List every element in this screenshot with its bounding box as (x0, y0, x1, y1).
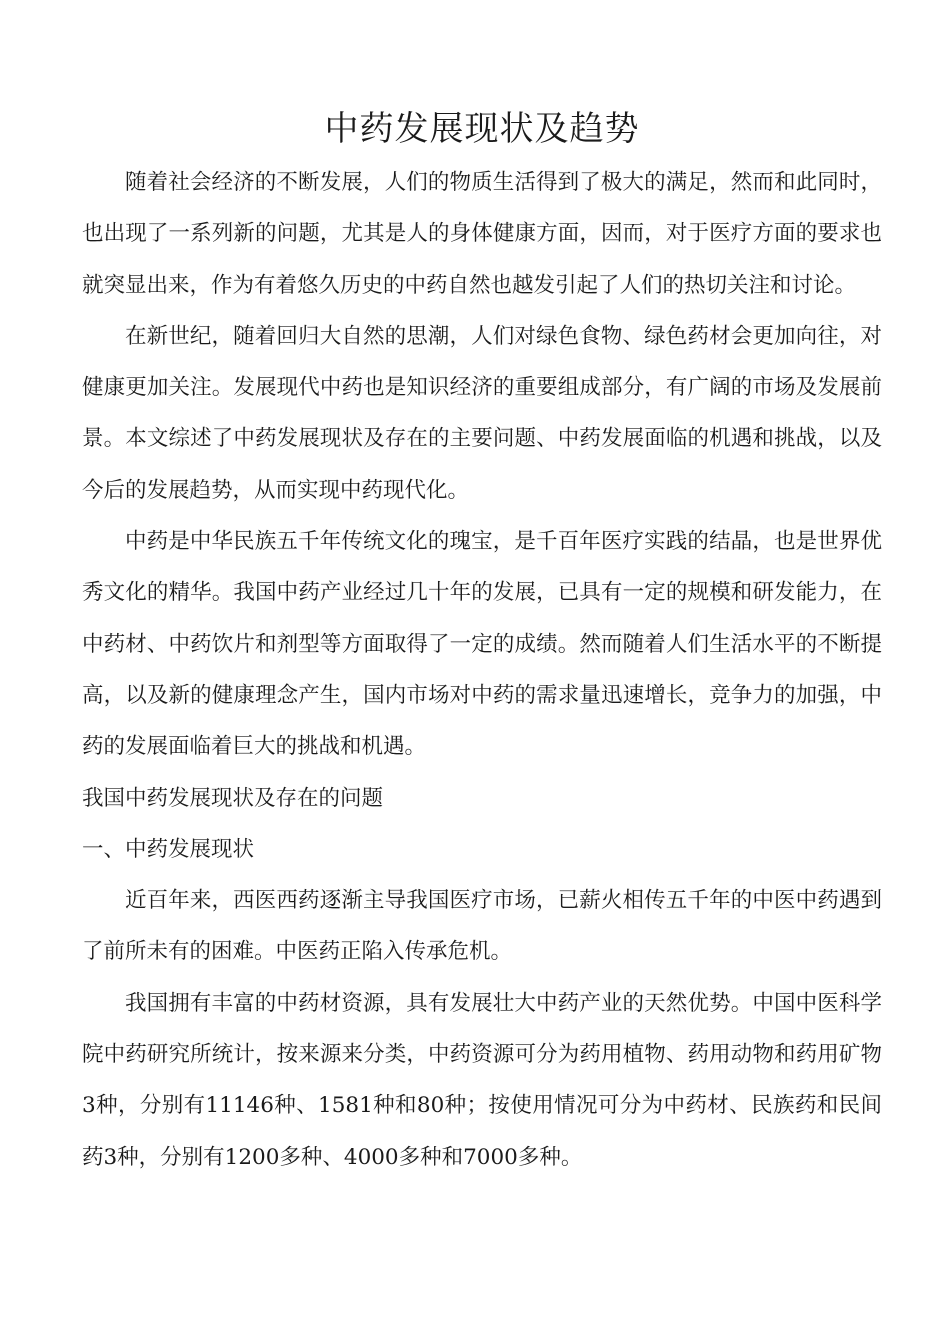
paragraph-resources: 我国拥有丰富的中药材资源，具有发展壮大中药产业的天然优势。中国中医科学院中药研究所统计，按来源来分类，中药资源可分为药用植物、药用动物和药用矿物3种，分别有11146种、1581种和80种；按使用情况可分为中药材、民族药和民间药3种，分别有1200多种、4000多种和7000多种。 (82, 990, 882, 1170)
paragraph-new-century: 在新世纪，随着回归大自然的思潮，人们对绿色食物、绿色药材会更加向往，对健康更加关注。发展现代中药也是知识经济的重要组成部分，有广阔的市场及发展前景。本文综述了中药发展现状及存在的主要问题、中药发展面临的机遇和挑战，以及今后的发展趋势，从而实现中药现代化。 (82, 323, 882, 503)
paragraph-crisis: 近百年来，西医西药逐渐主导我国医疗市场，已薪火相传五千年的中医中药遇到了前所未有的困难。中医药正陷入传承危机。 (82, 888, 882, 965)
document-title: 中药发展现状及趋势 (324, 109, 640, 149)
document-body (82, 157, 882, 1183)
paragraph-intro: 随着社会经济的不断发展，人们的物质生活得到了极大的满足，然而和此同时，也出现了一系列新的问题，尤其是人的身体健康方面，因而，对于医疗方面的要求也就突显出来，作为有着悠久历史的中药自然也越发引起了人们的热切关注和讨论。 (82, 170, 882, 298)
subsection-heading: 一、中药发展现状 (82, 836, 255, 862)
paragraph-heritage: 中药是中华民族五千年传统文化的瑰宝，是千百年医疗实践的结晶，也是世界优秀文化的精华。我国中药产业经过几十年的发展，已具有一定的规模和研发能力，在中药材、中药饮片和剂型等方面取得了一定的成绩。然而随着人们生活水平的不断提高，以及新的健康理念产生，国内市场对中药的需求量迅速增长，竞争力的加强，中药的发展面临着巨大的挑战和机遇。 (82, 529, 882, 760)
section-heading: 我国中药发展现状及存在的问题 (82, 785, 384, 811)
